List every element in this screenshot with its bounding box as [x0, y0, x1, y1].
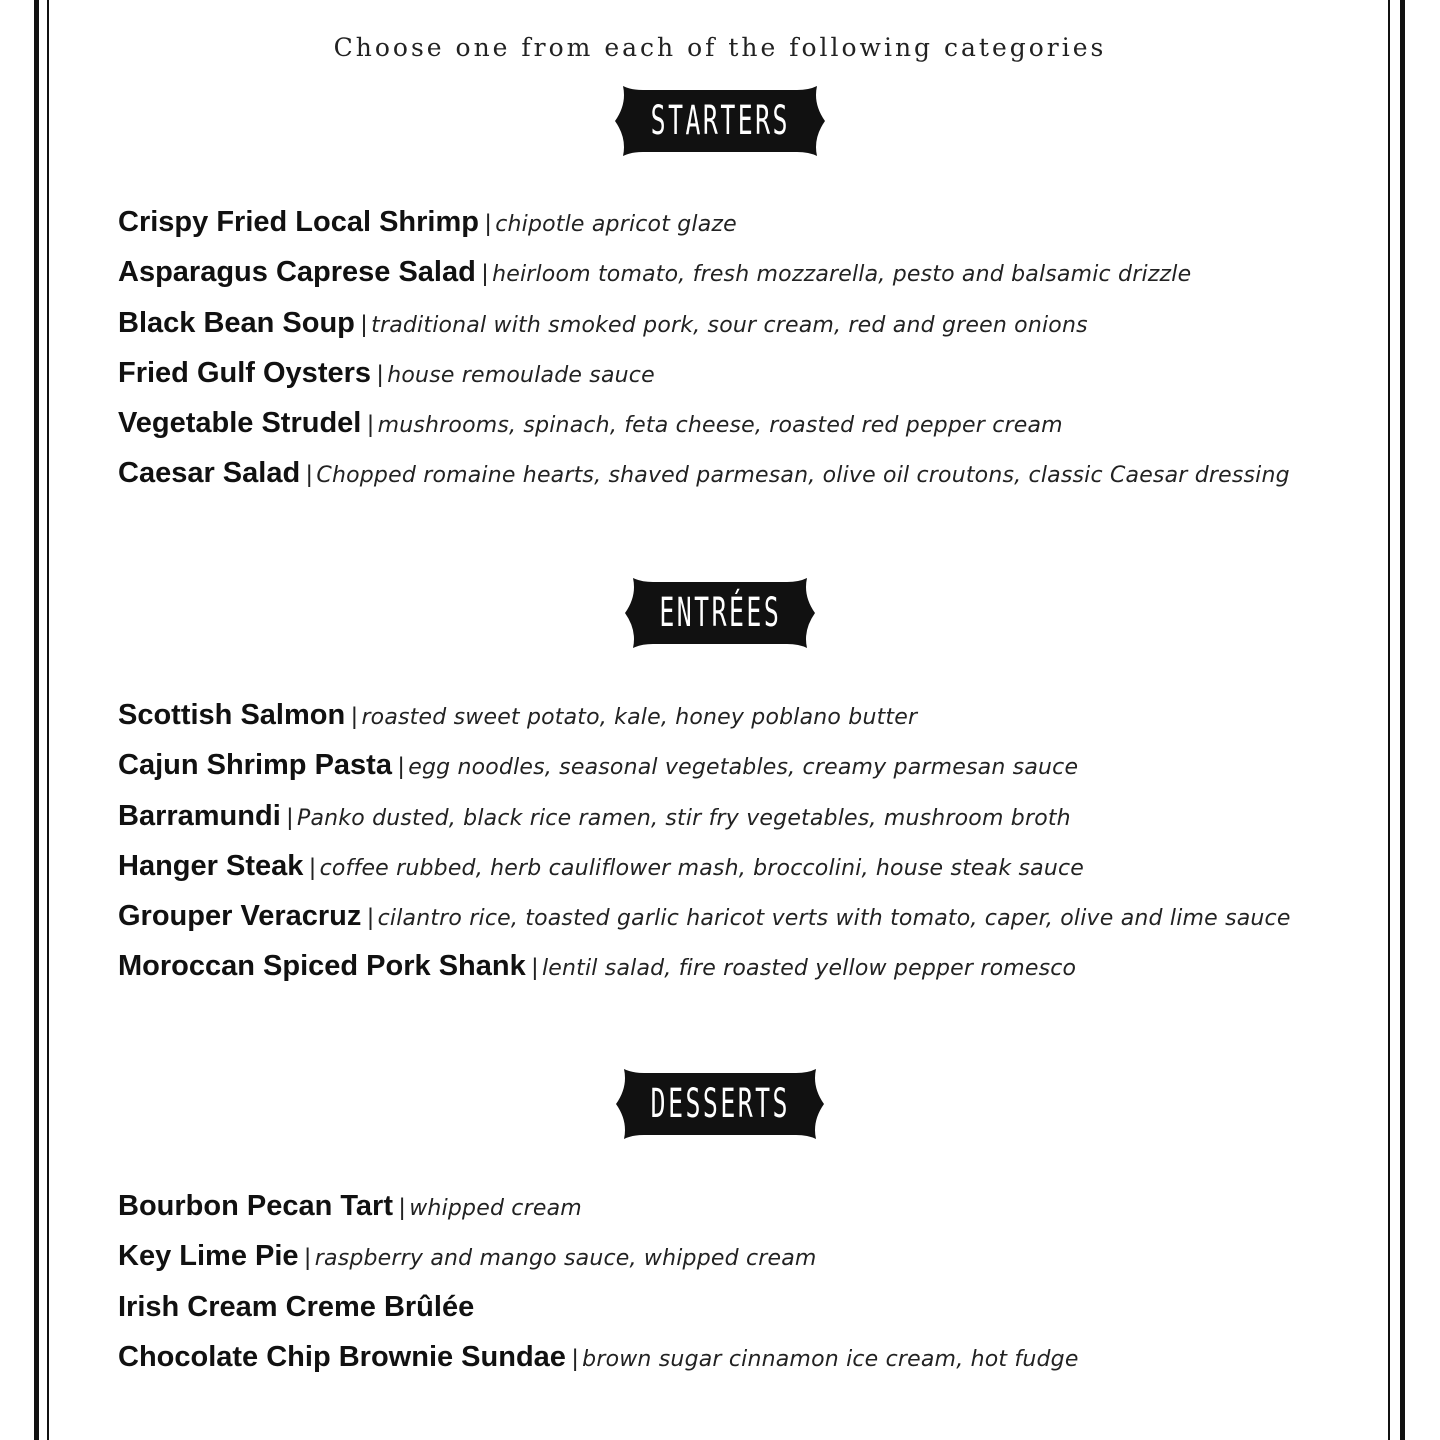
list-item [118, 740, 1378, 790]
item-name: Bourbon Pecan Tart [118, 1190, 393, 1222]
item-name: Scottish Salmon [118, 699, 346, 731]
item-separator: | [531, 954, 538, 982]
border-line-right-outer [1400, 0, 1405, 1440]
item-separator: | [351, 703, 358, 730]
item-name: Irish Cream Creme Brûlée [118, 1290, 475, 1323]
menu-instructions: Choose one from each of the following categories [333, 33, 1107, 62]
list-item [118, 690, 1378, 740]
list-item [118, 791, 1378, 841]
item-description: raspberry and mango sauce, whipped cream [314, 1246, 817, 1272]
item-description: Panko dusted, black rice ramen, stir fry vegetables, mushroom broth [297, 805, 1071, 831]
item-separator: | [571, 1344, 579, 1372]
item-separator: | [360, 310, 368, 338]
list-item [118, 348, 1378, 398]
item-description: chipotle apricot glaze [495, 212, 737, 237]
item-separator: | [286, 803, 293, 831]
desserts-list [118, 1181, 1378, 1382]
item-description: egg noodles, seasonal vegetables, creamy parmesan sauce [408, 755, 1079, 781]
item-name: Moroccan Spiced Pork Shank [118, 950, 526, 983]
list-item [118, 1181, 1378, 1231]
list-item [118, 1332, 1378, 1382]
item-separator: | [399, 1194, 406, 1221]
list-item [118, 1231, 1378, 1281]
entrees-banner [0, 573, 1440, 653]
list-item [118, 398, 1378, 448]
item-name: Caesar Salad [118, 457, 301, 490]
border-line-right-inner [1388, 0, 1390, 1440]
item-description: traditional with smoked pork, sour cream, red and green onions [371, 312, 1088, 338]
item-description: brown sugar cinnamon ice cream, hot fudge [582, 1346, 1079, 1372]
item-name: Crispy Fried Local Shrimp [118, 206, 479, 238]
item-name: Asparagus Caprese Salad [118, 256, 476, 289]
item-description: roasted sweet potato, kale, honey poblano butter [361, 705, 918, 730]
section-title-desserts: DESSERTS [650, 1081, 790, 1127]
item-name: Cajun Shrimp Pasta [118, 749, 392, 782]
desserts-banner [0, 1064, 1440, 1144]
item-name: Vegetable Strudel [118, 407, 362, 440]
item-separator: | [367, 411, 374, 439]
item-name: Black Bean Soup [118, 306, 355, 339]
item-separator: | [367, 904, 374, 932]
item-description: lentil salad, fire roasted yellow pepper romesco [541, 956, 1077, 982]
item-description: heirloom tomato, fresh mozzarella, pesto and balsamic drizzle [492, 262, 1192, 288]
starters-banner [0, 81, 1440, 161]
item-description: cilantro rice, toasted garlic haricot verts with tomato, caper, olive and lime sauce [377, 906, 1291, 932]
list-item [118, 298, 1378, 348]
border-line-left-inner [47, 0, 49, 1440]
item-separator: | [484, 210, 492, 237]
banner-label-shape [613, 84, 827, 158]
section-title-starters: STARTERS [650, 98, 790, 144]
list-item [118, 448, 1378, 498]
item-name: Fried Gulf Oysters [118, 356, 372, 389]
item-separator: | [309, 853, 316, 881]
item-description: whipped cream [409, 1196, 582, 1221]
section-title-entrees: ENTRÉES [659, 590, 781, 636]
list-item [118, 841, 1378, 891]
starters-list [118, 197, 1378, 499]
entrees-list [118, 690, 1378, 992]
list-item [118, 891, 1378, 941]
item-description: coffee rubbed, herb cauliflower mash, broccolini, house steak sauce [319, 855, 1085, 881]
list-item [118, 197, 1378, 247]
item-name: Grouper Veracruz [118, 900, 362, 933]
item-separator: | [304, 1244, 311, 1272]
item-separator: | [377, 360, 384, 388]
border-line-left-outer [34, 0, 39, 1440]
item-name: Barramundi [118, 799, 281, 832]
item-name: Chocolate Chip Brownie Sundae [118, 1340, 566, 1373]
list-item [118, 1282, 1378, 1332]
list-item [118, 941, 1378, 991]
banner-label-shape [614, 1067, 826, 1141]
item-name: Hanger Steak [118, 849, 304, 882]
item-separator: | [481, 260, 489, 288]
list-item [118, 247, 1378, 297]
item-separator: | [306, 461, 313, 489]
item-description: house remoulade sauce [387, 362, 655, 388]
item-description: mushrooms, spinach, feta cheese, roasted red pepper cream [377, 413, 1063, 439]
item-name: Key Lime Pie [118, 1240, 299, 1273]
item-description: Chopped romaine hearts, shaved parmesan, olive oil croutons, classic Caesar dressing [316, 463, 1290, 489]
item-separator: | [397, 753, 405, 781]
banner-label-shape [623, 576, 817, 650]
